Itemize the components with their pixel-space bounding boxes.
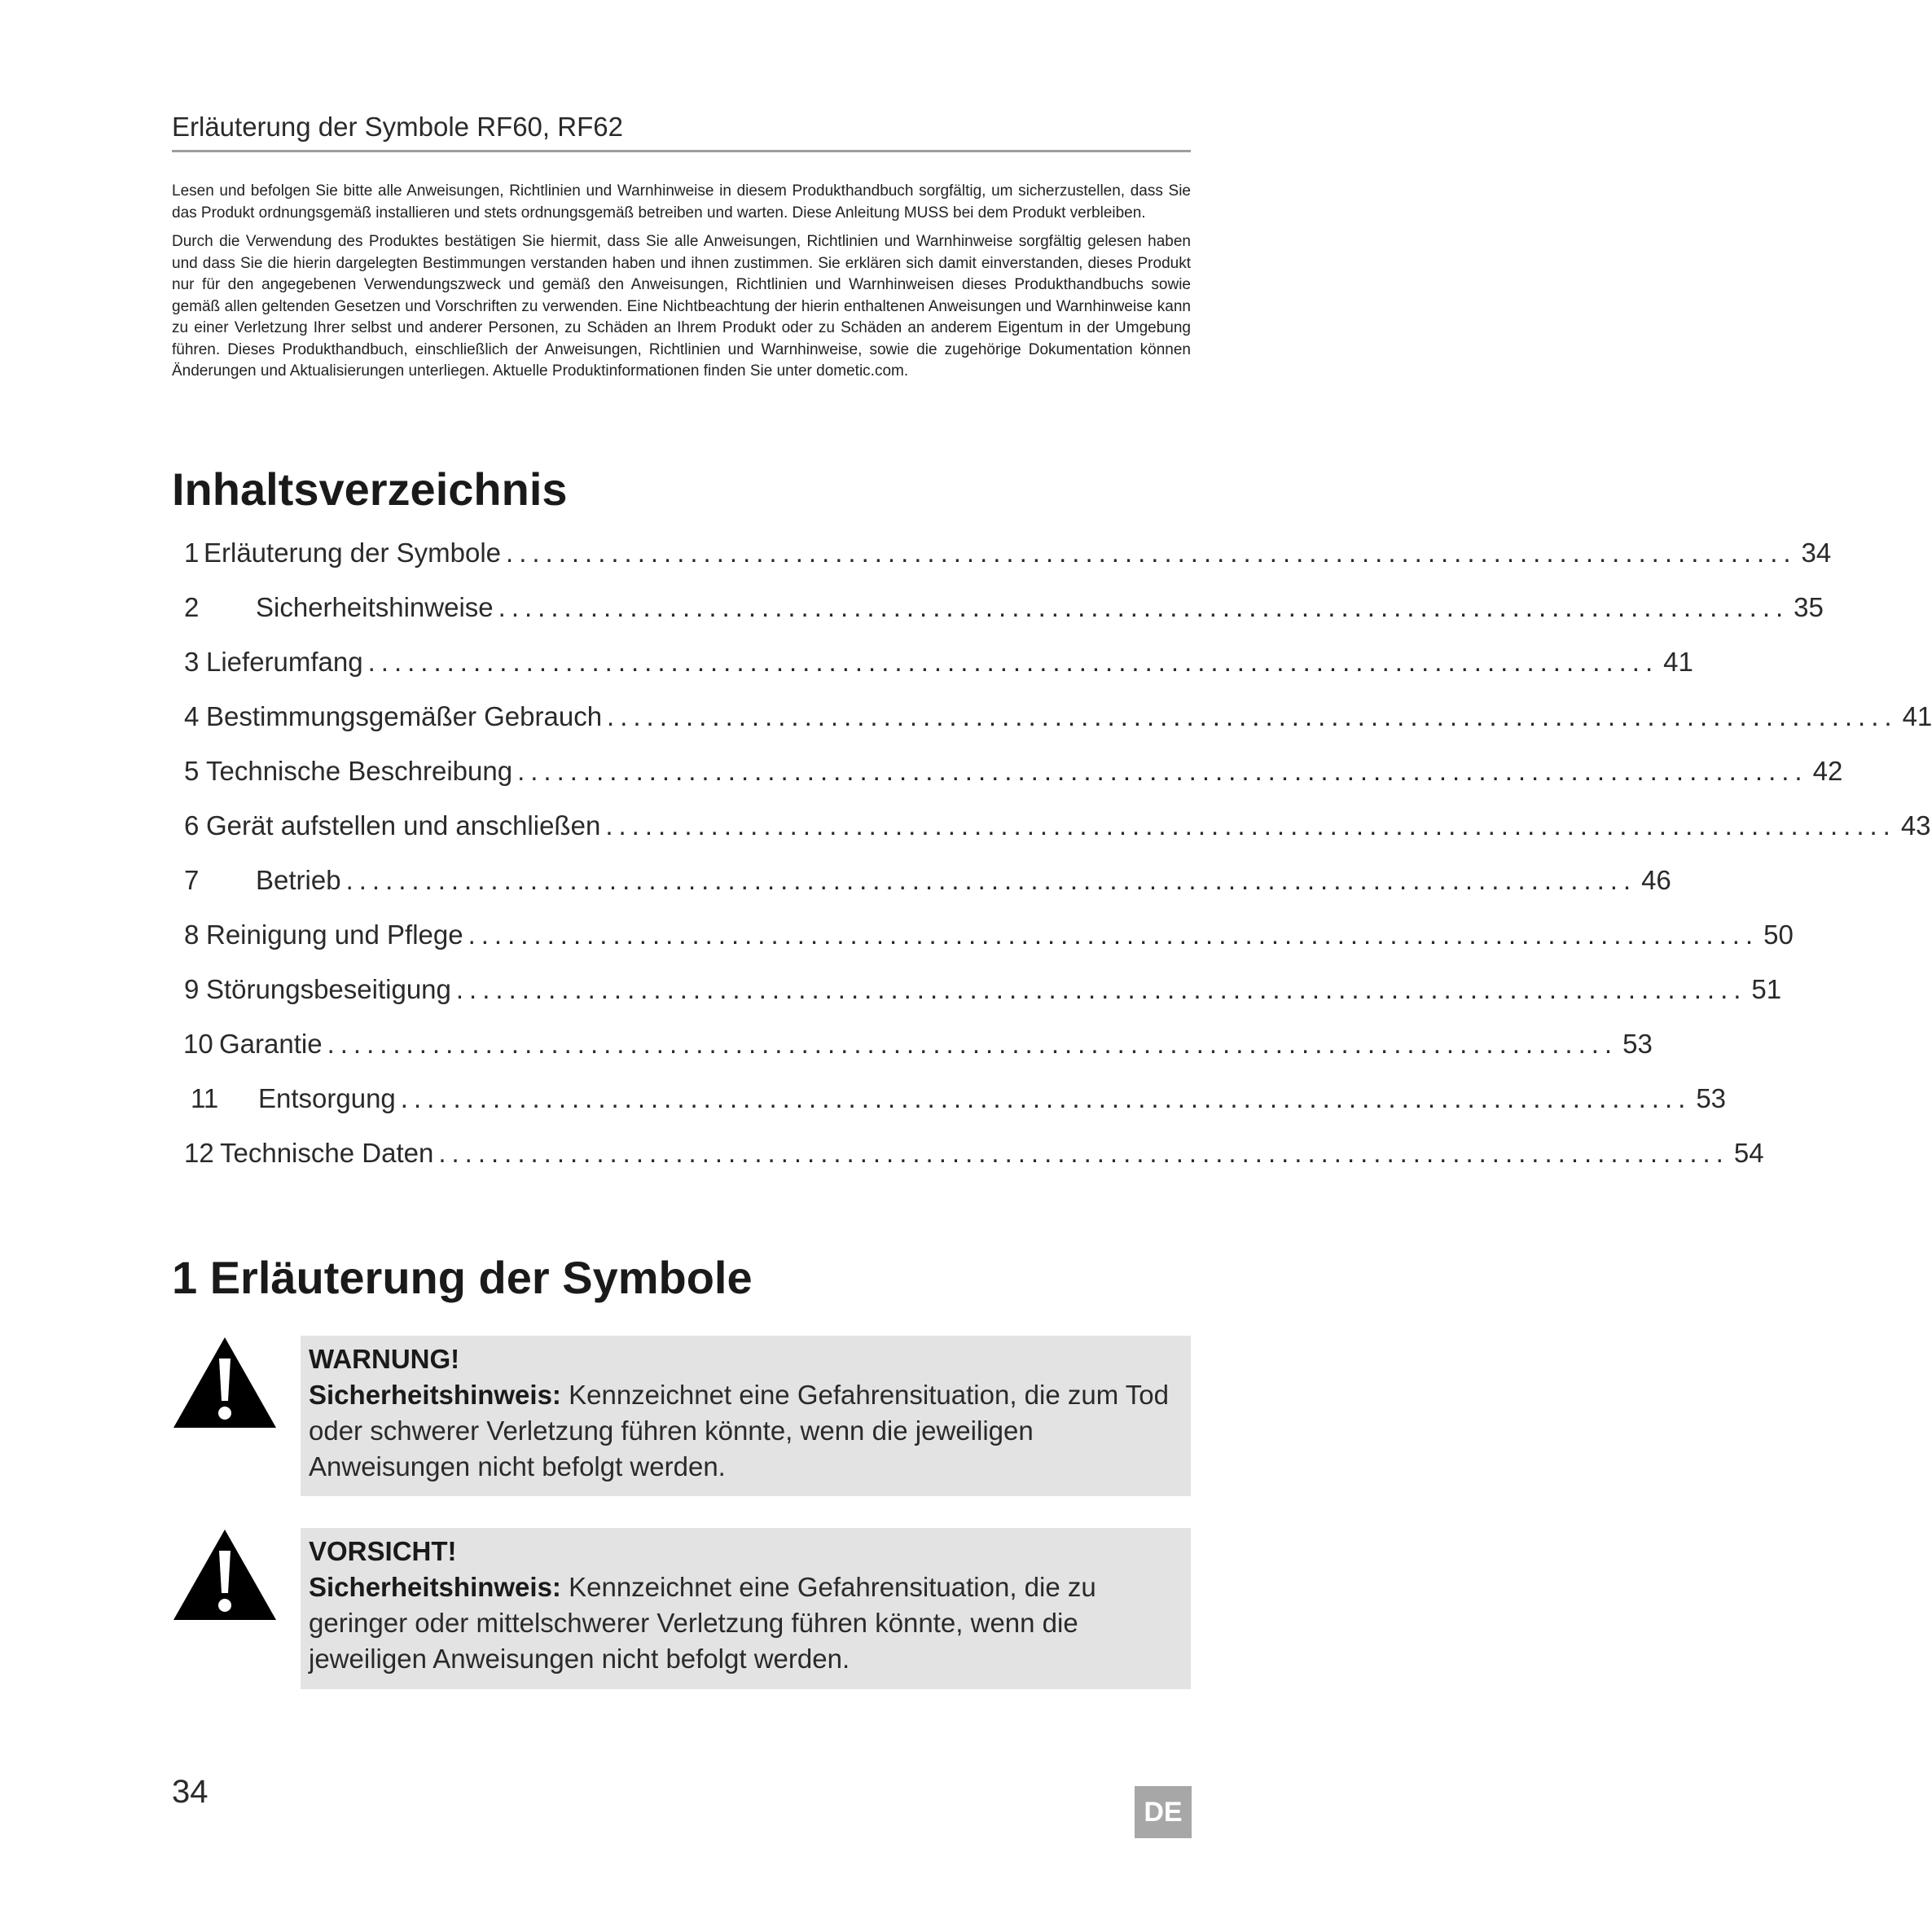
- toc-entry-number: 10: [183, 1029, 213, 1059]
- toc-entry-label: Garantie: [219, 1029, 323, 1059]
- toc-entry-page: 35: [1794, 592, 1824, 622]
- toc-entry[interactable]: [184, 647, 1693, 687]
- toc-entry[interactable]: [184, 538, 1832, 578]
- toc-entry[interactable]: [183, 1029, 1653, 1069]
- toc-leader-dots: ..................................................................................................: [498, 592, 1789, 622]
- toc-heading: Inhaltsverzeichnis: [172, 463, 568, 515]
- toc-entry-page: 41: [1902, 701, 1932, 731]
- toc-entry[interactable]: [184, 920, 1794, 960]
- toc-entry-number: 1: [184, 538, 200, 568]
- toc-entry-label: Störungsbeseitigung: [206, 974, 451, 1004]
- toc-entry-number: 5: [184, 756, 200, 786]
- toc-entry-label: Gerät aufstellen und anschließen: [206, 810, 601, 841]
- toc-entry-page: 51: [1751, 974, 1782, 1004]
- toc-leader-dots: ..................................................................................................: [607, 701, 1898, 731]
- toc-entry-page: 53: [1622, 1029, 1653, 1059]
- toc-leader-dots: ..................................................................................................: [517, 756, 1808, 786]
- toc-entry-number: 2: [184, 592, 200, 622]
- toc-entry-page: 46: [1641, 865, 1671, 895]
- toc-entry[interactable]: [184, 1138, 1764, 1179]
- toc-leader-dots: ..................................................................................................: [605, 810, 1896, 841]
- language-badge: DE: [1135, 1786, 1192, 1838]
- toc-entry-page: 34: [1801, 538, 1832, 568]
- toc-entry-number: 6: [184, 810, 200, 841]
- toc-leader-dots: ..................................................................................................: [345, 865, 1637, 895]
- toc-entry-page: 54: [1733, 1138, 1764, 1168]
- toc-entry-page: 50: [1763, 920, 1794, 950]
- toc-leader-dots: ..................................................................................................: [506, 538, 1797, 568]
- toc-entry[interactable]: [184, 865, 1671, 906]
- toc-entry[interactable]: [184, 701, 1932, 742]
- intro-text: [172, 181, 1191, 390]
- toc-entry[interactable]: [184, 756, 1843, 797]
- notice-label: Sicherheitshinweis:: [309, 1380, 561, 1410]
- warning-heading: WARNUNG!: [309, 1344, 460, 1374]
- toc-entry-label: Lieferumfang: [206, 647, 363, 677]
- page-number: 34: [172, 1774, 209, 1810]
- toc-entry[interactable]: [191, 1083, 1727, 1124]
- toc-entry-label: Entsorgung: [258, 1083, 396, 1113]
- toc-entry-label: Bestimmungsgemäßer Gebrauch: [206, 701, 603, 731]
- toc-leader-dots: ..................................................................................................: [438, 1138, 1729, 1168]
- header-divider: [172, 150, 1191, 152]
- toc-entry-number: 8: [184, 920, 200, 950]
- section-heading: 1 Erläuterung der Symbole: [172, 1252, 753, 1303]
- toc-entry[interactable]: [184, 974, 1782, 1015]
- toc-leader-dots: ..................................................................................................: [468, 920, 1759, 950]
- notice-description: Kennzeichnet eine Gefahrensituation, die zum Tod oder schwerer Verletzung führen könnte, wenn die jeweiligen Anweisungen nicht befolgt werden.: [309, 1380, 1169, 1481]
- warning-text: [309, 1377, 1183, 1485]
- warning-box: [301, 1336, 1191, 1496]
- toc-entry-label: Technische Daten: [220, 1138, 434, 1168]
- toc-entry-number: 4: [184, 701, 200, 731]
- warning-triangle-icon: [172, 1336, 278, 1429]
- toc-entry-number: 11: [191, 1083, 219, 1113]
- toc-entry-number: 3: [184, 647, 200, 677]
- toc-leader-dots: ..................................................................................................: [455, 974, 1747, 1004]
- notice-description: Kennzeichnet eine Gefahrensituation, die zu geringer oder mittelschwerer Verletzung führen könnte, wenn die jeweiligen Anweisungen nicht befolgt werden.: [309, 1572, 1096, 1674]
- toc-entry-number: 12: [184, 1138, 214, 1168]
- toc-entry-page: 53: [1696, 1083, 1727, 1113]
- caution-box: [301, 1528, 1191, 1689]
- toc-entry[interactable]: [184, 810, 1931, 851]
- intro-paragraph: Lesen und befolgen Sie bitte alle Anweisungen, Richtlinien und Warnhinweise in diesem Produkthandbuch sorgfältig, um sicherzustellen, dass Sie das Produkt ordnungsgemäß installieren und stets ordnungsgemäß betreiben und warten. Diese Anleitung MUSS bei dem Produkt verbleiben.: [172, 182, 1191, 222]
- toc-entry-page: 41: [1663, 647, 1693, 677]
- toc-leader-dots: ..................................................................................................: [367, 647, 1659, 677]
- toc-entry-number: 9: [184, 974, 200, 1004]
- intro-paragraph: Durch die Verwendung des Produktes bestätigen Sie hiermit, dass Sie alle Anweisungen, Richtlinien und Warnhinweise sorgfältig gelesen haben und dass Sie die hierin dargelegten Bestimmungen verstanden haben und ihnen zustimmen. Sie erklären sich damit einverstanden, dieses Produkt nur für den angegebenen Verwendungszweck und gemäß den Anweisungen, Richtlinien und Warnhinweisen dieses Produkthandbuchs sowie gemäß allen geltenden Gesetzen und Vorschriften zu verwenden. Eine Nichtbeachtung der hierin enthaltenen Anweisungen und Warnhinweise kann zu einer Verletzung Ihrer selbst und anderer Personen, zu Schäden an Ihrem Produkt oder zu Schäden an anderem Eigentum in der Umgebung führen. Dieses Produkthandbuch, einschließlich der Anweisungen, Richtlinien und Warnhinweise, sowie die zugehörige Dokumentation können Änderungen und Aktualisierungen unterliegen. Aktuelle Produktinformationen finden Sie unter dometic.com.: [172, 233, 1191, 380]
- toc-leader-dots: ..................................................................................................: [327, 1029, 1618, 1059]
- toc-entry-label: Erläuterung der Symbole: [204, 538, 502, 568]
- toc-entry-label: Technische Beschreibung: [206, 756, 513, 786]
- toc-entry-label: Betrieb: [256, 865, 341, 895]
- toc-entry-page: 43: [1900, 810, 1931, 841]
- toc-leader-dots: ..................................................................................................: [400, 1083, 1692, 1113]
- warning-triangle-icon: [172, 1528, 278, 1622]
- toc-entry-page: 42: [1812, 756, 1843, 786]
- toc-entry-label: Reinigung und Pflege: [206, 920, 463, 950]
- toc-entry-number: 7: [184, 865, 200, 895]
- caution-notice: [172, 1528, 1191, 1691]
- caution-text: [309, 1569, 1183, 1677]
- toc-entry[interactable]: [184, 592, 1824, 633]
- caution-heading: VORSICHT!: [309, 1536, 457, 1566]
- toc-entry-label: Sicherheitshinweise: [256, 592, 494, 622]
- running-header: Erläuterung der Symbole RF60, RF62: [172, 112, 623, 142]
- warning-notice: [172, 1336, 1191, 1499]
- notice-label: Sicherheitshinweis:: [309, 1572, 561, 1602]
